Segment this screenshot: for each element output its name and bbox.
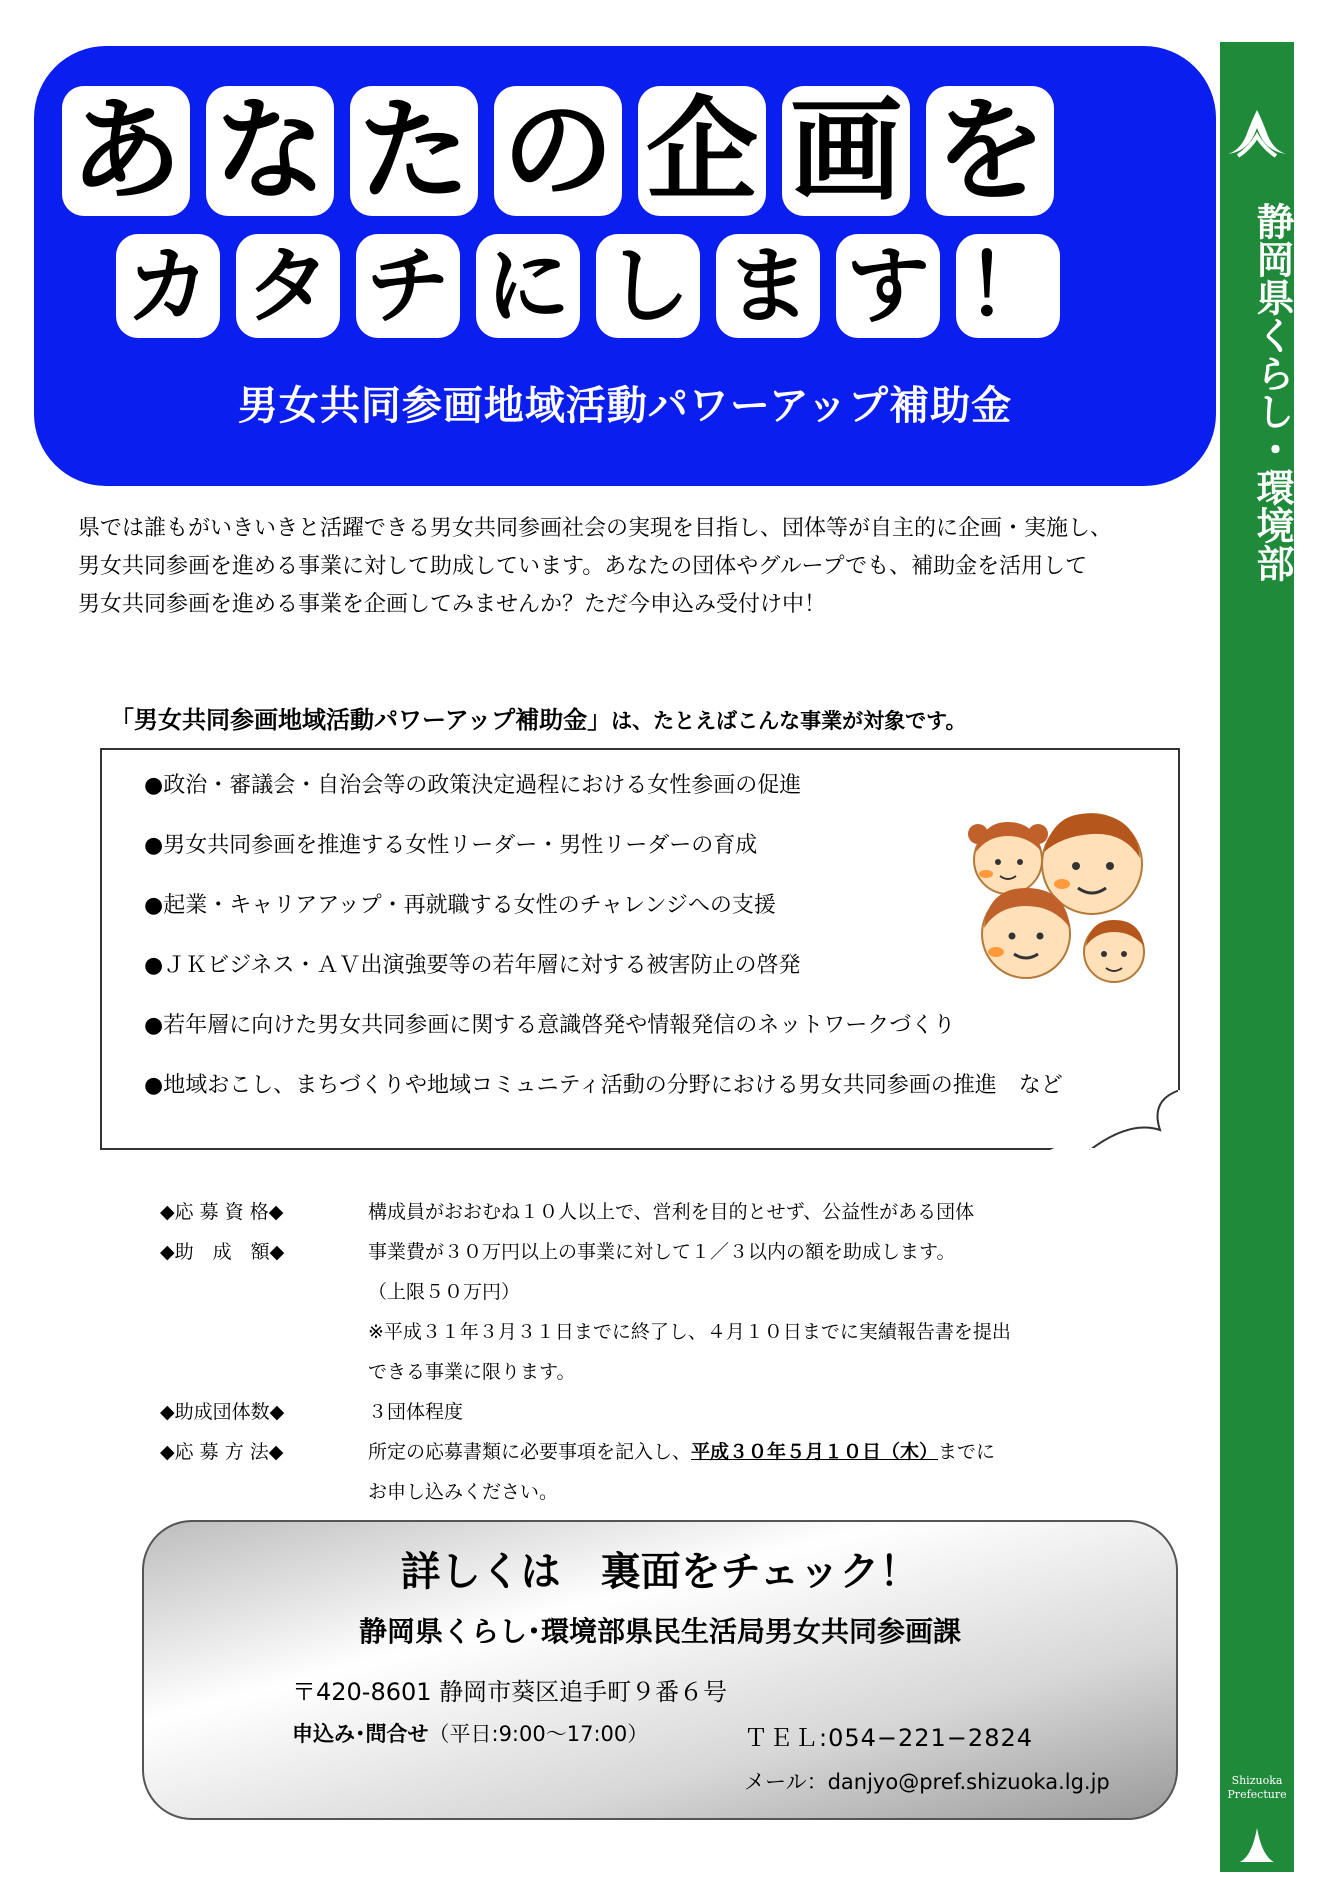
prefecture-english-line1: Shizuoka [1231,1774,1283,1787]
hero-tile: ！ [956,234,1060,338]
hero-tile: の [494,86,622,216]
prefecture-english-line2: Prefecture [1227,1788,1287,1801]
amount-note: ※平成３１年３月３１日までに終了し、４月１０日までに実績報告書を提出 [368,1321,1011,1343]
method-value: お申し込みください。 [368,1481,559,1503]
contact-hours [292,1718,648,1748]
contact-phone: ＴＥＬ:054−221−2824 [744,1724,1033,1752]
hero-tile: あ [62,86,190,216]
detail-row [160,1472,1160,1512]
detail-row [160,1352,1160,1392]
hero-tile: カ [116,234,220,338]
hero-tile: を [926,86,1054,216]
hero-tile: 企 [638,86,766,216]
list-item: ●男女共同参画を推進する女性リーダー・男性リーダーの育成 [144,833,758,858]
contact-email[interactable]: メール：danjyo@pref.shizuoka.lg.jp [744,1770,1110,1794]
contact-heading: 詳しくは 裏面をチェック！ [400,1549,920,1595]
list-item: ●ＪＫビジネス・ＡＶ出演強要等の若年層に対する被害防止の啓発 [144,953,801,978]
list-item: ●政治・審議会・自治会等の政策決定過程における女性参画の促進 [144,773,802,798]
method-label: ◆応 募 方 法◆ [160,1441,284,1463]
eligible-projects-box [100,748,1180,1150]
detail-row [160,1272,1160,1312]
groups-label: ◆助成団体数◆ [160,1401,285,1423]
prefecture-department-name: 静岡県くらし・環境部 [1250,202,1294,582]
prefecture-english-name [1220,1774,1294,1802]
method-value [368,1432,995,1472]
heading-suffix: は、たとえばこんな事業が対象です。 [611,709,967,733]
hero-tile: チ [356,234,460,338]
eligibility-label: ◆応 募 資 格◆ [160,1201,284,1223]
application-deadline: 平成３０年５月１０日（木） [691,1441,939,1463]
eligibility-value: 構成員がおおむね１０人以上で、営利を目的とせず、公益性がある団体 [368,1201,975,1223]
detail-row [160,1432,1160,1472]
hero-title-line2 [116,234,1060,338]
detail-row [160,1392,1160,1432]
amount-note: できる事業に限ります。 [368,1361,576,1383]
hero-tile: タ [236,234,340,338]
detail-row [160,1232,1160,1272]
intro-line: 男女共同参画を進める事業に対して助成しています。あなたの団体やグループでも、補助金を活用して [78,554,1088,579]
application-details [160,1192,1160,1512]
list-item: ●若年層に向けた男女共同参画に関する意識啓発や情報発信のネットワークづくり [144,1013,956,1038]
detail-row [160,1192,1160,1232]
hero-tile: た [350,86,478,216]
amount-cap: （上限５０万円） [368,1281,521,1303]
list-item: ●地域おこし、まちづくりや地域コミュニティ活動の分野における男女共同参画の推進 など [144,1073,1063,1098]
hero-title-line1 [62,86,1054,216]
prefecture-logo-icon [1220,96,1294,176]
grant-name: 「男女共同参画地域活動パワーアップ補助金」 [110,706,612,734]
hero-tile: 画 [782,86,910,216]
contact-organization: 静岡県くらし･環境部県民生活局男女共同参画課 [358,1615,961,1648]
intro-line: 県では誰もがいきいきと活躍できる男女共同参画社会の実現を目指し、団体等が自主的に企画・実施し、 [78,516,1113,541]
mountain-mark-icon [1240,1822,1274,1862]
hero-tile: す [836,234,940,338]
hero-tile: ま [716,234,820,338]
hero-tile: し [596,234,700,338]
list-item: ●起業・キャリアアップ・再就職する女性のチャレンジへの支援 [144,893,776,918]
prefecture-band [1220,42,1294,1872]
target-section-heading [110,700,966,735]
intro-paragraph [78,510,1218,624]
method-text: までに [938,1441,996,1463]
page-curl-icon [1050,1090,1180,1150]
contact-hours-value: （平日:9:00～17:00） [428,1722,649,1746]
hero-tile: に [476,234,580,338]
groups-value: ３団体程度 [368,1401,464,1423]
amount-label: ◆助 成 額◆ [160,1241,285,1263]
eligible-projects-list [144,768,1063,1128]
amount-value: 事業費が３０万円以上の事業に対して１／３以内の額を助成します。 [368,1241,956,1263]
contact-box [142,1520,1178,1820]
detail-row [160,1312,1160,1352]
hero-tile: な [206,86,334,216]
intro-line: 男女共同参画を進める事業を企画してみませんか？ただ今申込み受付け中！ [78,592,827,617]
family-illustration-icon [964,802,1164,992]
contact-hours-label: 申込み･問合せ [292,1722,429,1746]
method-text: 所定の応募書類に必要事項を記入し、 [368,1441,692,1463]
hero-subtitle: 男女共同参画地域活動パワーアップ補助金 [237,383,1013,429]
hero-banner [34,46,1216,486]
contact-address: 〒420-8601 静岡市葵区追手町９番６号 [292,1678,728,1706]
